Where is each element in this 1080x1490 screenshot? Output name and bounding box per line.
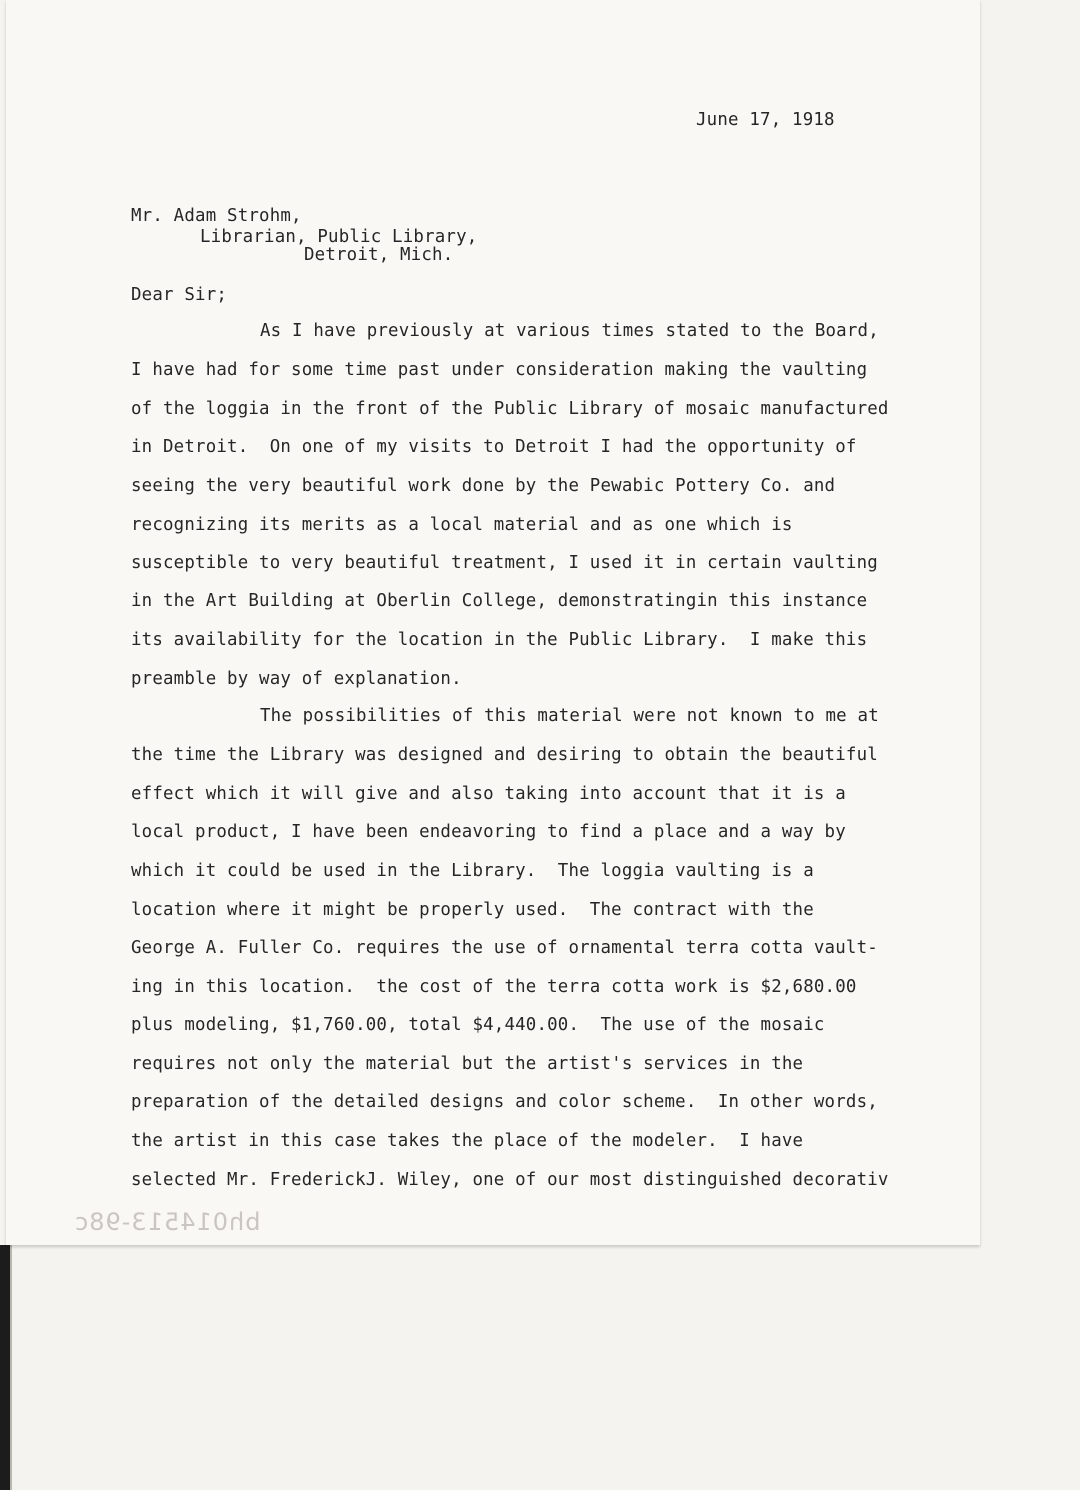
archive-stamp: bh014513-98c [74, 1208, 261, 1236]
body-line: selected Mr. FrederickJ. Wiley, one of our most distinguished decorativ [131, 1170, 889, 1190]
body-line: George A. Fuller Co. requires the use of ornamental terra cotta vault- [131, 938, 878, 958]
body-line: effect which it will give and also taking into account that it is a [131, 784, 846, 804]
letter-date: June 17, 1918 [696, 110, 835, 130]
body-line: seeing the very beautiful work done by the Pewabic Pottery Co. and [131, 476, 836, 496]
body-line: requires not only the material but the artist's services in the [131, 1054, 804, 1074]
body-line: ing in this location. the cost of the terra cotta work is $2,680.00 [131, 977, 857, 997]
recipient-title: Librarian, Public Library, [200, 227, 478, 247]
body-line: preamble by way of explanation. [131, 669, 462, 689]
body-line: The possibilities of this material were not known to me at [260, 706, 879, 726]
body-line: recognizing its merits as a local material and as one which is [131, 515, 793, 535]
body-line: the time the Library was designed and desiring to obtain the beautiful [131, 745, 878, 765]
body-line: its availability for the location in the Public Library. I make this [131, 630, 868, 650]
salutation: Dear Sir; [131, 285, 228, 305]
body-line: As I have previously at various times stated to the Board, [260, 321, 879, 341]
body-line: location where it might be properly used. The contract with the [131, 900, 814, 920]
body-line: which it could be used in the Library. The loggia vaulting is a [131, 861, 814, 881]
body-line: plus modeling, $1,760.00, total $4,440.00. The use of the mosaic [131, 1015, 825, 1035]
body-line: in the Art Building at Oberlin College, demonstratingin this instance [131, 591, 868, 611]
scanner-edge [0, 1245, 10, 1490]
body-line: in Detroit. On one of my visits to Detroit I had the opportunity of [131, 437, 857, 457]
body-line: I have had for some time past under consideration making the vaulting [131, 360, 868, 380]
recipient-name: Mr. Adam Strohm, [131, 206, 302, 226]
body-line: the artist in this case takes the place of the modeler. I have [131, 1131, 804, 1151]
body-line: local product, I have been endeavoring to find a place and a way by [131, 822, 846, 842]
body-line: susceptible to very beautiful treatment, I used it in certain vaulting [131, 553, 878, 573]
body-line: of the loggia in the front of the Public Library of mosaic manufactured [131, 399, 889, 419]
recipient-city: Detroit, Mich. [304, 245, 454, 265]
letter-page [6, 0, 980, 1245]
body-line: preparation of the detailed designs and color scheme. In other words, [131, 1092, 878, 1112]
